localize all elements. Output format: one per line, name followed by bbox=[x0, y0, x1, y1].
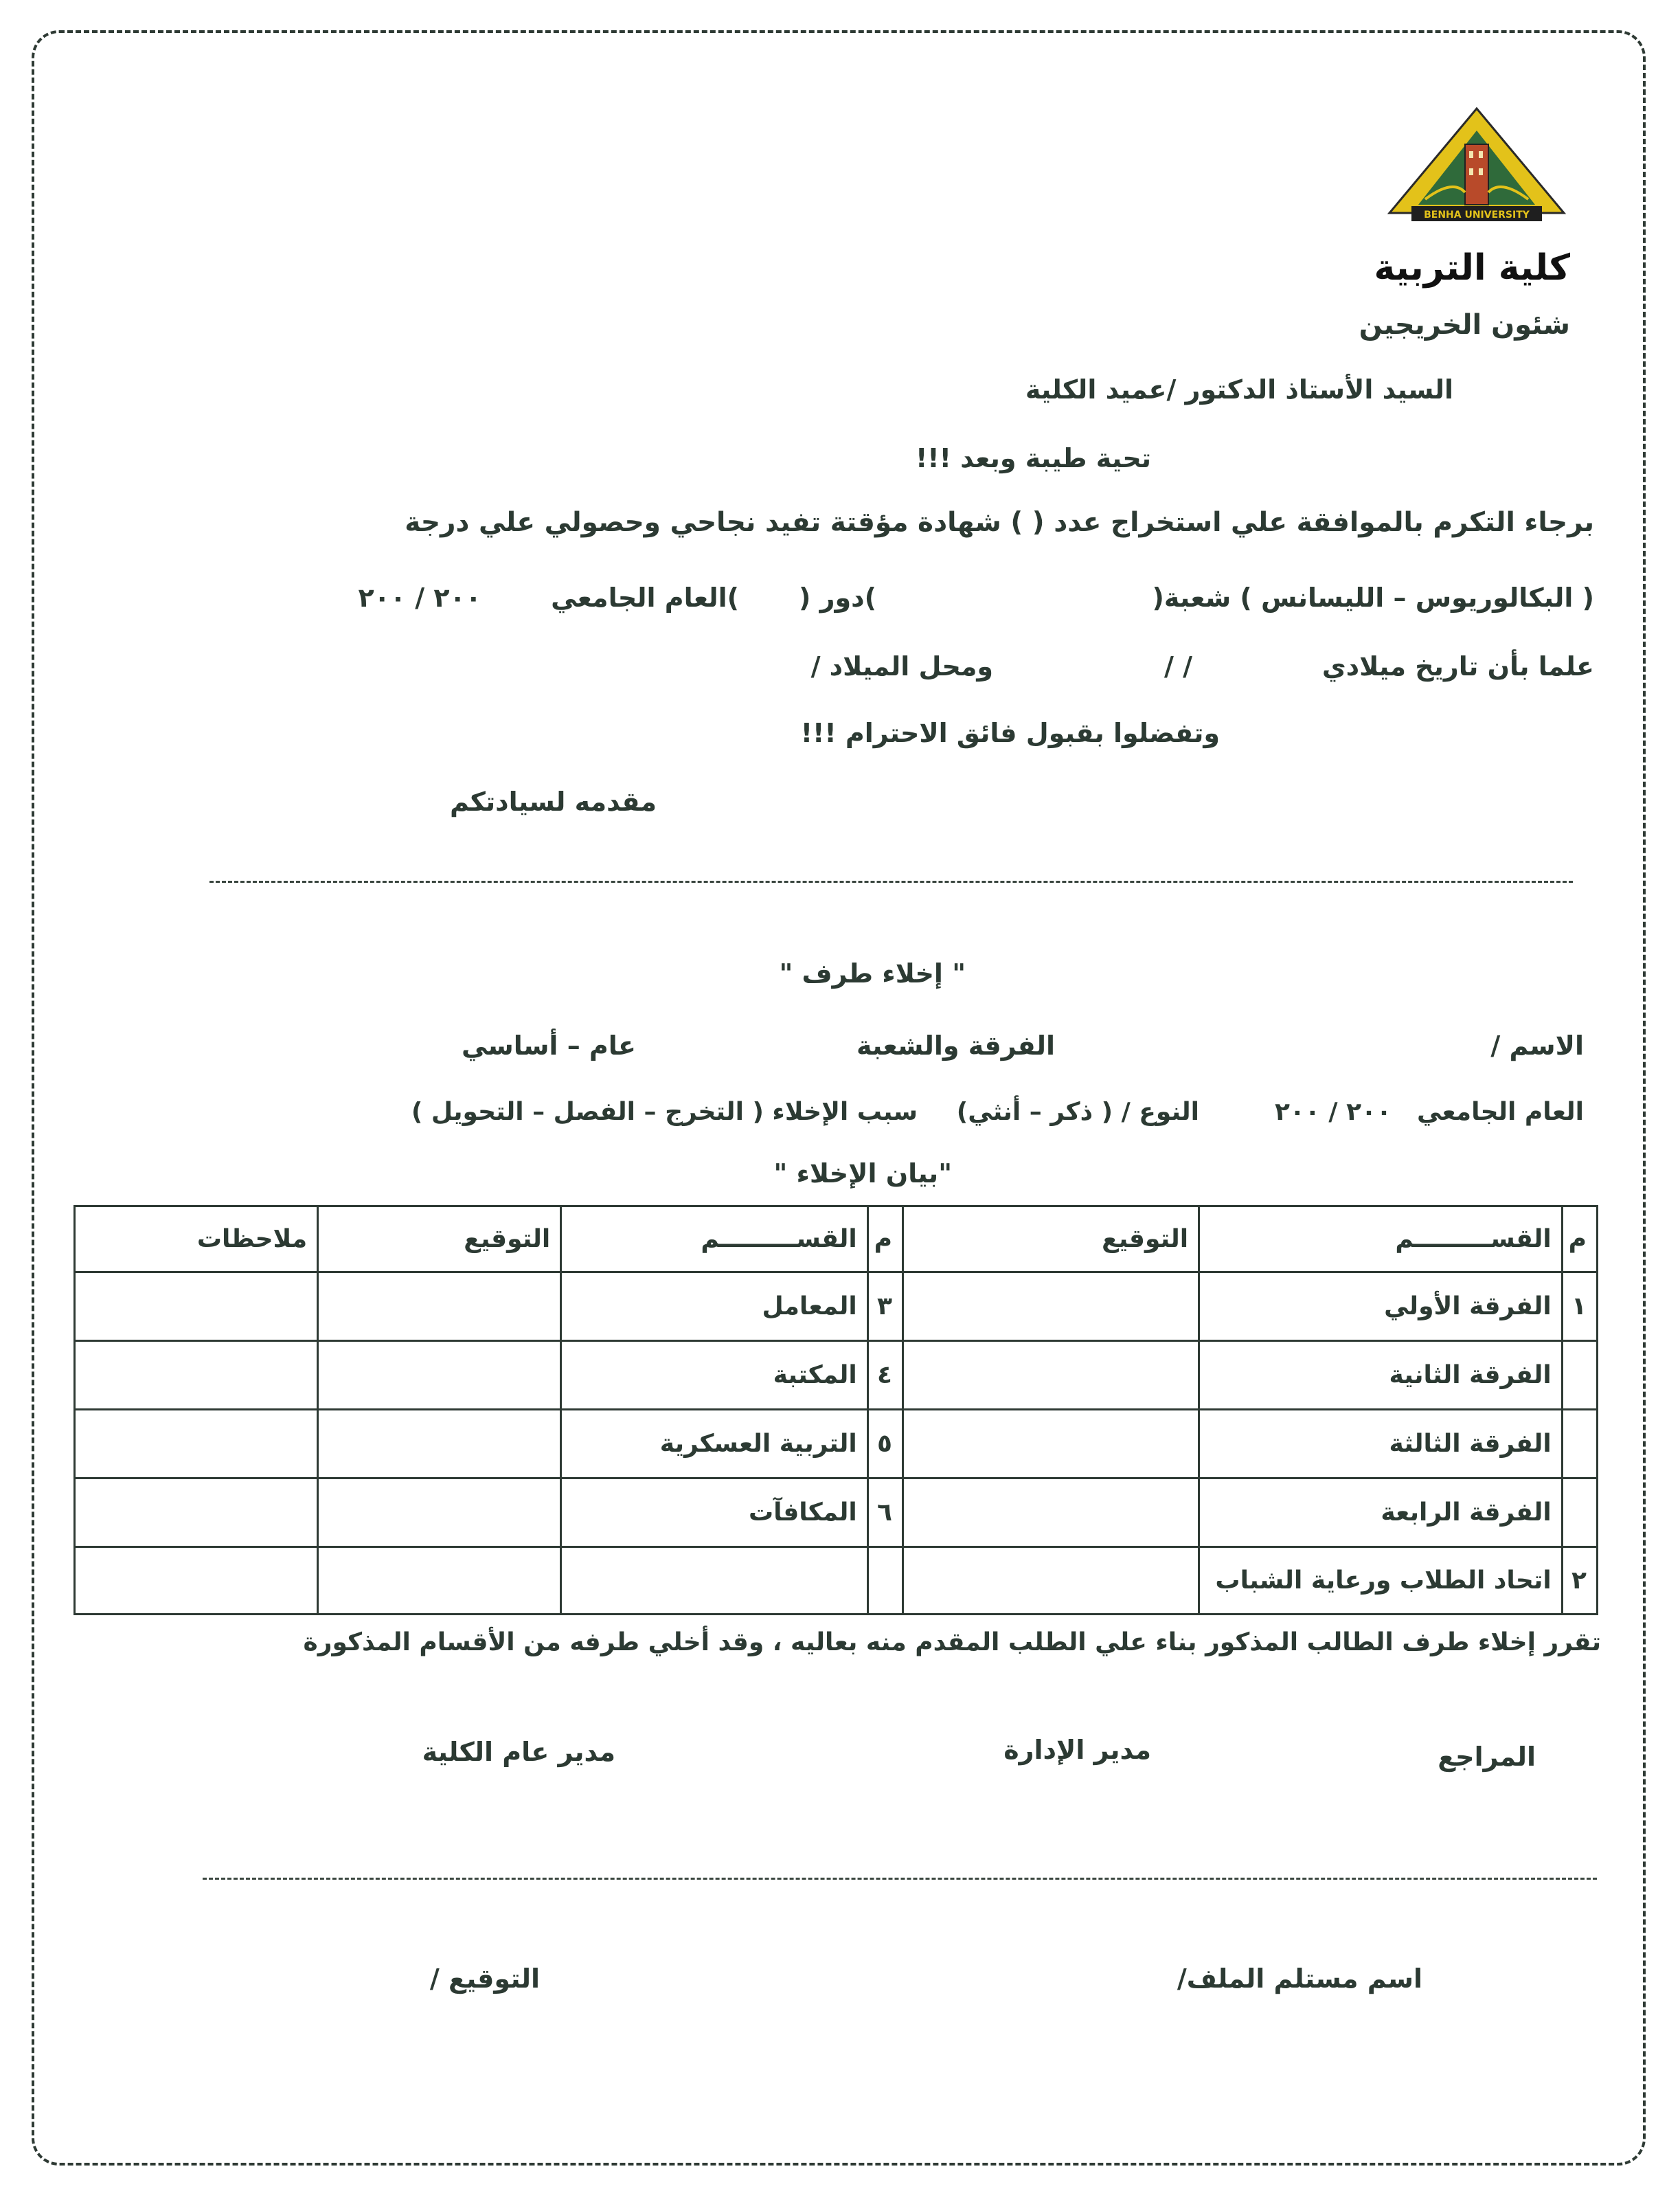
separator-2 bbox=[203, 1878, 1597, 1880]
request-line-2-round: )دور ( bbox=[799, 583, 876, 613]
header-num-right: م bbox=[1562, 1206, 1597, 1272]
row-num: ٣ bbox=[867, 1272, 903, 1341]
academic-year-label: العام الجامعي bbox=[1417, 1098, 1584, 1126]
file-receiver-label: اسم مستلم الملف/ bbox=[1177, 1964, 1422, 1994]
row-num: ١ bbox=[1562, 1272, 1597, 1341]
row-num bbox=[1562, 1410, 1597, 1478]
table-title: "بيان الإخلاء " bbox=[773, 1158, 952, 1189]
general-director-label: مدير عام الكلية bbox=[422, 1737, 615, 1767]
row-dept: المكتبة bbox=[561, 1341, 867, 1410]
logo-text: BENHA UNIVERSITY bbox=[1424, 210, 1530, 221]
row-num: ٤ bbox=[867, 1341, 903, 1410]
signature-cell bbox=[318, 1547, 561, 1615]
signature-cell bbox=[903, 1341, 1199, 1410]
closing-line: وتفضلوا بقبول فائق الاحترام !!! bbox=[800, 718, 1220, 748]
table-header-row bbox=[75, 1206, 1598, 1272]
row-dept: التربية العسكرية bbox=[561, 1410, 867, 1478]
benha-university-logo-icon bbox=[1384, 103, 1569, 227]
row-dept: الفرقة الأولي bbox=[1199, 1272, 1563, 1341]
birth-place-label: ومحل الميلاد / bbox=[810, 651, 993, 682]
signature-cell bbox=[318, 1272, 561, 1341]
row-dept: الفرقة الثانية bbox=[1199, 1341, 1563, 1410]
header-dept-left: القســـــــــم bbox=[561, 1206, 867, 1272]
clearance-reason-label: سبب الإخلاء ( التخرج – الفصل – التحويل ) bbox=[411, 1098, 918, 1126]
row-num bbox=[1562, 1478, 1597, 1547]
table-row bbox=[75, 1272, 1598, 1341]
row-num: ٢ bbox=[1562, 1547, 1597, 1615]
signature-cell bbox=[318, 1478, 561, 1547]
header-dept-right: القســـــــــم bbox=[1199, 1206, 1563, 1272]
signature-cell bbox=[318, 1341, 561, 1410]
request-line-2-year: ٢٠٠ / ٢٠٠ bbox=[358, 583, 481, 613]
row-num bbox=[867, 1547, 903, 1615]
student-name-label: الاسم / bbox=[1490, 1031, 1584, 1061]
notes-cell bbox=[75, 1272, 318, 1341]
row-dept bbox=[561, 1547, 867, 1615]
header-notes: ملاحظات bbox=[75, 1206, 318, 1272]
signature-cell bbox=[903, 1410, 1199, 1478]
birth-date-value: / / bbox=[1164, 651, 1192, 682]
footer-signature-label: التوقيع / bbox=[429, 1964, 540, 1994]
table-row bbox=[75, 1478, 1598, 1547]
decision-text: تقرر إخلاء طرف الطالب المذكور بناء علي الطلب المقدم منه بعاليه ، وقد أخلي طرفه من الأقسام المذكورة bbox=[303, 1628, 1601, 1656]
separator-1 bbox=[209, 881, 1573, 883]
notes-cell bbox=[75, 1478, 318, 1547]
academic-year-value: ٢٠٠ / ٢٠٠ bbox=[1274, 1098, 1392, 1126]
type-label: عام – أساسي bbox=[461, 1031, 636, 1061]
table-row bbox=[75, 1410, 1598, 1478]
birth-date-label: علما بأن تاريخ ميلادي bbox=[1321, 651, 1594, 682]
notes-cell bbox=[75, 1410, 318, 1478]
notes-cell bbox=[75, 1547, 318, 1615]
row-dept: اتحاد الطلاب ورعاية الشباب bbox=[1199, 1547, 1563, 1615]
signature-cell bbox=[318, 1410, 561, 1478]
request-line-2-year-label: )العام الجامعي bbox=[551, 583, 739, 613]
clearance-table bbox=[73, 1205, 1598, 1615]
row-num: ٦ bbox=[867, 1478, 903, 1547]
admin-director-label: مدير الإدارة bbox=[1003, 1735, 1151, 1765]
gender-label: النوع / ( ذكر – أنثي) bbox=[956, 1098, 1199, 1126]
sender-line: مقدمه لسيادتكم bbox=[449, 787, 657, 817]
header-signature-right: التوقيع bbox=[903, 1206, 1199, 1272]
table-row bbox=[75, 1547, 1598, 1615]
request-line-2-degree: ( البكالوريوس – الليسانس ) شعبة( bbox=[1152, 583, 1594, 613]
college-name: كلية التربية bbox=[1374, 247, 1570, 289]
table-row bbox=[75, 1341, 1598, 1410]
row-num bbox=[1562, 1341, 1597, 1410]
header-num-left: م bbox=[867, 1206, 903, 1272]
greeting: تحية طيبة وبعد !!! bbox=[915, 443, 1151, 473]
header-signature-left: التوقيع bbox=[318, 1206, 561, 1272]
signature-cell bbox=[903, 1478, 1199, 1547]
notes-cell bbox=[75, 1341, 318, 1410]
row-dept: المكافآت bbox=[561, 1478, 867, 1547]
row-dept: الفرقة الرابعة bbox=[1199, 1478, 1563, 1547]
row-dept: الفرقة الثالثة bbox=[1199, 1410, 1563, 1478]
signature-cell bbox=[903, 1547, 1199, 1615]
request-line-1: برجاء التكرم بالموافقة علي استخراج عدد ( ) شهادة مؤقتة تفيد نجاحي وحصولي علي درجة bbox=[405, 507, 1594, 538]
row-num: ٥ bbox=[867, 1410, 903, 1478]
signature-cell bbox=[903, 1272, 1199, 1341]
clearance-title: " إخلاء طرف " bbox=[779, 958, 966, 989]
class-label: الفرقة والشعبة bbox=[856, 1031, 1055, 1061]
addressee: السيد الأستاذ الدكتور /عميد الكلية bbox=[1025, 374, 1453, 405]
row-dept: المعامل bbox=[561, 1272, 867, 1341]
department-name: شئون الخريجين bbox=[1359, 309, 1570, 341]
reviewer-label: المراجع bbox=[1438, 1742, 1536, 1772]
